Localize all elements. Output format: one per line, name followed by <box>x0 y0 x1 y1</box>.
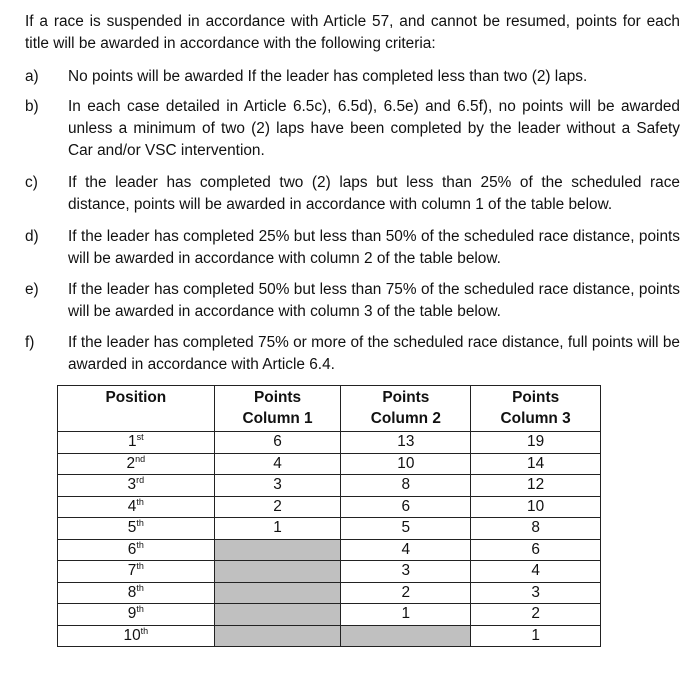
table-row <box>58 496 601 518</box>
position-suffix: th <box>136 582 144 593</box>
position-cell <box>58 453 215 475</box>
header-column-3: Points Column 3 <box>471 386 601 432</box>
points-cell-column-3: 2 <box>471 604 601 626</box>
criterion-text: In each case detailed in Article 6.5c), 6.5d), 6.5e) and 6.5f), no points will be awarded unless a minimum of two (2) laps have been completed by the leader without a Safety Car and/or VSC intervention. <box>68 98 680 159</box>
header-column-1: Points Column 1 <box>214 386 341 432</box>
position-number: 6 <box>127 540 137 558</box>
intro-paragraph: If a race is suspended in accordance with Article 57, and cannot be resumed, points for each title will be awarded in accordance with the following criteria: <box>25 13 680 52</box>
points-cell-column-1: 1 <box>214 518 341 540</box>
empty-cell <box>214 604 341 626</box>
points-cell-column-3: 1 <box>471 625 601 647</box>
position-number: 1 <box>128 433 137 451</box>
position-suffix: rd <box>136 475 145 486</box>
position-suffix: th <box>140 625 149 636</box>
position-cell <box>58 625 215 647</box>
position-cell <box>58 561 215 583</box>
points-cell-column-2: 6 <box>341 496 471 518</box>
table-row <box>58 561 601 583</box>
points-cell-column-2: 3 <box>341 561 471 583</box>
position-number: 2 <box>126 454 136 472</box>
criterion-text: If the leader has completed 75% or more of the scheduled race distance, full points will be awarded in accordance with Article 6.4. <box>68 334 680 373</box>
empty-cell <box>214 582 341 604</box>
criterion-marker: c) <box>25 174 38 191</box>
points-cell-column-3: 12 <box>471 475 601 497</box>
criterion-marker: e) <box>25 281 39 298</box>
table-row <box>58 432 601 454</box>
criterion-marker: a) <box>25 68 39 85</box>
position-cell <box>58 539 215 561</box>
table-row <box>58 625 601 647</box>
empty-cell <box>214 539 341 561</box>
position-cell <box>58 475 215 497</box>
points-cell-column-2: 8 <box>341 475 471 497</box>
points-cell-column-1: 6 <box>214 432 341 454</box>
points-cell-column-3: 14 <box>471 453 601 475</box>
position-suffix: th <box>136 496 144 507</box>
points-cell-column-1: 3 <box>214 475 341 497</box>
criterion-marker: d) <box>25 228 39 245</box>
table-row <box>58 582 601 604</box>
table-row <box>58 539 601 561</box>
position-suffix: th <box>136 561 144 572</box>
points-cell-column-3: 19 <box>471 432 601 454</box>
position-cell <box>58 604 215 626</box>
points-cell-column-3: 4 <box>471 561 601 583</box>
table-row <box>58 475 601 497</box>
criterion-text: No points will be awarded If the leader has completed less than two (2) laps. <box>68 68 588 85</box>
criterion-text: If the leader has completed 25% but less than 50% of the scheduled race distance, points will be awarded in accordance with column 2 of the table below. <box>68 228 680 267</box>
table-body <box>58 432 601 647</box>
points-cell-column-3: 6 <box>471 539 601 561</box>
position-suffix: th <box>136 539 144 550</box>
criterion-text: If the leader has completed 50% but less than 75% of the scheduled race distance, points will be awarded in accordance with column 3 of the table below. <box>68 281 680 320</box>
points-cell-column-2: 13 <box>341 432 471 454</box>
points-table <box>57 385 601 647</box>
empty-cell <box>214 561 341 583</box>
criterion-text: If the leader has completed two (2) laps but less than 25% of the scheduled race distance, points will be awarded in accordance with column 1 of the table below. <box>68 174 680 213</box>
header-column-2: Points Column 2 <box>341 386 471 432</box>
points-cell-column-3: 10 <box>471 496 601 518</box>
position-cell <box>58 518 215 540</box>
position-number: 7 <box>127 562 137 580</box>
position-number: 9 <box>127 605 137 623</box>
position-suffix: th <box>136 518 144 529</box>
points-cell-column-1: 4 <box>214 453 341 475</box>
points-cell-column-2: 2 <box>341 582 471 604</box>
points-cell-column-2: 4 <box>341 539 471 561</box>
table-header-row <box>58 386 601 432</box>
empty-cell <box>214 625 341 647</box>
points-cell-column-1: 2 <box>214 496 341 518</box>
points-cell-column-2: 10 <box>341 453 471 475</box>
criterion-marker: b) <box>25 98 39 115</box>
table-row <box>58 518 601 540</box>
position-cell <box>58 496 215 518</box>
position-number: 5 <box>127 519 137 537</box>
header-position: Position <box>58 386 215 432</box>
position-cell <box>58 582 215 604</box>
table-row <box>58 604 601 626</box>
position-suffix: st <box>136 432 144 443</box>
position-number: 4 <box>127 497 137 515</box>
points-cell-column-2: 1 <box>341 604 471 626</box>
empty-cell <box>341 625 471 647</box>
points-cell-column-3: 3 <box>471 582 601 604</box>
position-number: 3 <box>127 476 137 494</box>
position-number: 10 <box>123 626 141 644</box>
criterion-marker: f) <box>25 334 35 351</box>
points-cell-column-2: 5 <box>341 518 471 540</box>
position-number: 8 <box>127 583 137 601</box>
position-suffix: nd <box>135 453 146 464</box>
table-row <box>58 453 601 475</box>
points-cell-column-3: 8 <box>471 518 601 540</box>
position-cell <box>58 432 215 454</box>
position-suffix: th <box>136 604 144 615</box>
